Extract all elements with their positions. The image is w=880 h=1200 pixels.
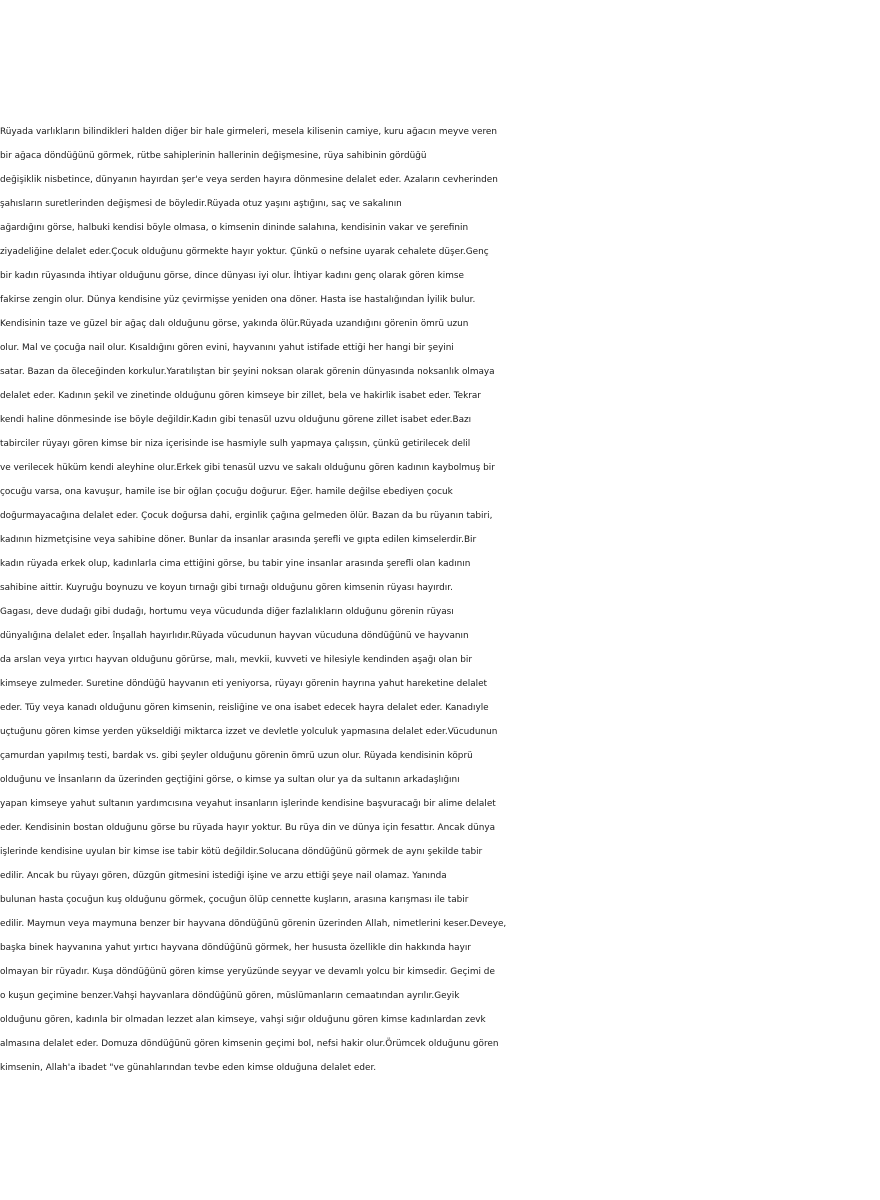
text-line: Rüyada varlıkların bilindikleri halden diğer bir hale girmeleri, mesela kilisenin camiye, kuru ağacın meyve veren [0, 127, 497, 137]
text-line: kimsenin, Allah'a ibadet "ve günahlarından tevbe eden kimse olduğuna delalet eder. [0, 1063, 377, 1073]
text-line: bir kadın rüyasında ihtiyar olduğunu görse, dince dünyası iyi olur. İhtiyar kadını genç olarak gören kimse [0, 271, 464, 281]
text-line: delalet eder. Kadının şekil ve zinetinde olduğunu gören kimseye bir zillet, bela ve hakirlik isabet eder. Tekrar [0, 391, 481, 401]
text-line: fakirse zengin olur. Dünya kendisine yüz çevirmişse yeniden ona döner. Hasta ise hastalığından İyilik bulur. [0, 295, 476, 305]
text-line: işlerinde kendisine uyulan bir kimse ise tabir kötü değildir.Solucana döndüğünü görmek de aynı şekilde tabir [0, 847, 483, 857]
text-line: şahısların suretlerinden değişmesi de böyledir.Rüyada otuz yaşını aştığını, saç ve sakalının [0, 199, 402, 209]
text-line: sahibine aittir. Kuyruğu boynuzu ve koyun tırnağı gibi tırnağı olduğunu gören kimsenin rüyası hayırdır. [0, 583, 453, 593]
text-line: da arslan veya yırtıcı hayvan olduğunu görürse, malı, mevkii, kuvveti ve hilesiyle kendinden aşağı olan bir [0, 655, 473, 665]
text-line: doğurmayacağına delalet eder. Çocuk doğursa dahi, erginlik çağına gelmeden ölür. Bazan da bu rüyanın tabiri, [0, 511, 493, 521]
text-line: bulunan hasta çocuğun kuş olduğunu görmek, çocuğun ölüp cennette kuşların, arasına karışması ile tabir [0, 895, 469, 905]
text-line: olduğunu ve İnsanların da üzerinden geçtiğini görse, o kimse ya sultan olur ya da sultanın arkadaşlığını [0, 775, 460, 785]
text-line: uçtuğunu gören kimse yerden yükseldiği miktarca izzet ve devletle yolculuk yapmasına delalet eder.Vücudunun [0, 727, 498, 737]
text-line: olur. Mal ve çocuğa nail olur. Kısaldığını gören evini, hayvanını yahut istifade ettiği her hangi bir şeyini [0, 343, 454, 353]
text-line: yapan kimseye yahut sultanın yardımcısına veyahut insanların işlerinde kendisine başvuracağı bir alime delalet [0, 799, 496, 809]
text-line: edilir. Ancak bu rüyayı gören, düzgün gitmesini istediği işine ve arzu ettiği şeye nail olamaz. Yanında [0, 871, 447, 881]
text-line: çocuğu varsa, ona kavuşur, hamile ise bir oğlan çocuğu doğurur. Eğer. hamile değilse ebediyen çocuk [0, 487, 453, 497]
text-line: kadının hizmetçisine veya sahibine döner. Bunlar da insanlar arasında şerefli ve gıpta edilen kimselerdir.Bir [0, 535, 477, 545]
text-line: o kuşun geçimine benzer.Vahşi hayvanlara döndüğünü gören, müslümanların cemaatından ayrılır.Geyik [0, 991, 460, 1001]
text-line: olmayan bir rüyadır. Kuşa döndüğünü gören kimse yeryüzünde seyyar ve devamlı yolcu bir kimsedir. Geçimi de [0, 967, 495, 977]
text-line: ve verilecek hüküm kendi aleyhine olur.Erkek gibi tenasül uzvu ve sakalı olduğunu gören kadının kaybolmuş bir [0, 463, 495, 473]
text-line: kadın rüyada erkek olup, kadınlarla cima ettiğini görse, bu tabir yine insanlar arasında şerefli olan kadının [0, 559, 471, 569]
text-line: edilir. Maymun veya maymuna benzer bir hayvana döndüğünü görenin üzerinden Allah, nimetlerini keser.Deveye, [0, 919, 507, 929]
text-line: Kendisinin taze ve güzel bir ağaç dalı olduğunu görse, yakında ölür.Rüyada uzandığını görenin ömrü uzun [0, 319, 469, 329]
text-line: başka binek hayvanına yahut yırtıcı hayvana döndüğünü görmek, her hususta özellikle din hakkında hayır [0, 943, 471, 953]
text-line: ziyadeliğine delalet eder.Çocuk olduğunu görmekte hayır yoktur. Çünkü o nefsine uyarak cehalete düşer.Genç [0, 247, 489, 257]
text-line: kendi haline dönmesinde ise böyle değildir.Kadın gibi tenasül uzvu olduğunu görene zillet isabet eder.Bazı [0, 415, 472, 425]
text-line: Gagası, deve dudağı gibi dudağı, hortumu veya vücudunda diğer fazlalıkların olduğunu görenin rüyası [0, 607, 454, 617]
text-line: olduğunu gören, kadınla bir olmadan lezzet alan kimseye, vahşi sığır olduğunu gören kimse kadınlardan zevk [0, 1015, 486, 1025]
text-line: bir ağaca döndüğünü görmek, rütbe sahiplerinin hallerinin değişmesine, rüya sahibinin gördüğü [0, 151, 427, 161]
text-line: dünyalığına delalet eder. înşallah hayırlıdır.Rüyada vücudunun hayvan vücuduna döndüğünü ve hayvanın [0, 631, 469, 641]
text-line: ağardığını görse, halbuki kendisi böyle olmasa, o kimsenin dininde salahına, kendisinin vakar ve şerefinin [0, 223, 469, 233]
text-line: satar. Bazan da öleceğinden korkulur.Yaratılıştan bir şeyini noksan olarak görenin dünyasında noksanlık olmaya [0, 367, 495, 377]
text-line: eder. Tüy veya kanadı olduğunu gören kimsenin, reisliğine ve ona isabet edecek hayra delalet eder. Kanadıyle [0, 703, 489, 713]
text-line: eder. Kendisinin bostan olduğunu görse bu rüyada hayır yoktur. Bu rüya din ve dünya için fesattır. Ancak dünya [0, 823, 496, 833]
text-line: almasına delalet eder. Domuza döndüğünü gören kimsenin geçimi bol, nefsi hakir olur.Örümcek olduğunu gören [0, 1039, 499, 1049]
text-line: değişiklik nisbetince, dünyanın hayırdan şer'e veya serden hayıra dönmesine delalet eder. Azaların cevherinden [0, 175, 498, 185]
text-line: kimseye zulmeder. Suretine döndüğü hayvanın eti yeniyorsa, rüyayı görenin hayrına yahut hareketine delalet [0, 679, 488, 689]
text-line: tabirciler rüyayı gören kimse bir niza içerisinde ise hasmiyle sulh yapmaya çalışsın, çünkü getirilecek delil [0, 439, 471, 449]
text-line: çamurdan yapılmış testi, bardak vs. gibi şeyler olduğunu görenin ömrü uzun olur. Rüyada kendisinin köprü [0, 751, 473, 761]
document-body [0, 120, 880, 1080]
